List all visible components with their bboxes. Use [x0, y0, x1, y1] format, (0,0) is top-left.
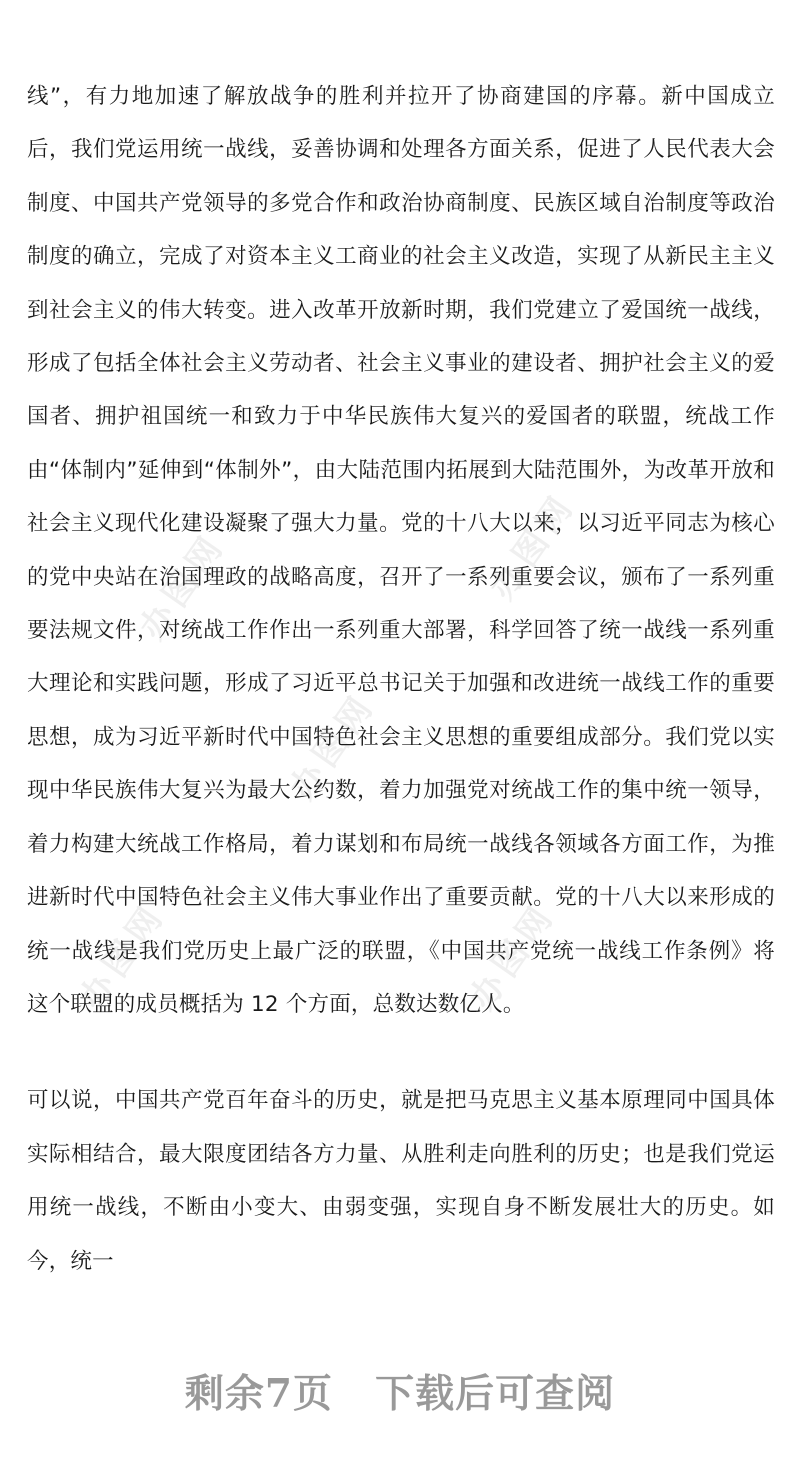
watermark: 办图网 [132, 525, 234, 648]
preview-limit-banner[interactable] [0, 1363, 800, 1423]
document-body [27, 70, 775, 1288]
paragraph-spacer [27, 1031, 775, 1074]
watermark: 办图网 [72, 895, 174, 1018]
watermark: 办图网 [482, 485, 584, 608]
paragraph-2: 可以说，中国共产党百年奋斗的历史，就是把马克思主义基本原理同中国具体实际相结合，最大限度团结各方力量、从胜利走向胜利的历史；也是我们党运用统一战线，不断由小变大、由弱变强，实现自身不断发展壮大的历史。如今，统一 [27, 1088, 775, 1274]
download-hint-label: 下载后可查阅 [375, 1371, 616, 1417]
watermark: 办图网 [282, 685, 384, 808]
watermark: 办图网 [462, 895, 564, 1018]
paragraph-1: 线”，有力地加速了解放战争的胜利并拉开了协商建国的序幕。新中国成立后，我们党运用统一战线，妥善协调和处理各方面关系，促进了人民代表大会制度、中国共产党领导的多党合作和政治协商制度、民族区域自治制度等政治制度的确立，完成了对资本主义工商业的社会主义改造，实现了从新民主主义到社会主义的伟大转变。进入改革开放新时期，我们党建立了爱国统一战线，形成了包括全体社会主义劳动者、社会主义事业的建设者、拥护社会主义的爱国者、拥护祖国统一和致力于中华民族伟大复兴的爱国者的联盟，统战工作由“体制内”延伸到“体制外”，由大陆范围内拓展到大陆范围外，为改革开放和社会主义现代化建设凝聚了强大力量。党的十八大以来，以习近平同志为核心的党中央站在治国理政的战略高度，召开了一系列重要会议，颁布了一系列重要法规文件，对统战工作作出一系列重大部署，科学回答了统一战线一系列重大理论和实践问题，形成了习近平总书记关于加强和改进统一战线工作的重要思想，成为习近平新时代中国特色社会主义思想的重要组成部分。我们党以实现中华民族伟大复兴为最大公约数，着力加强党对统战工作的集中统一领导，着力构建大统战工作格局，着力谋划和布局统一战线各领域各方面工作，为推进新时代中国特色社会主义伟大事业作出了重要贡献。党的十八大以来形成的统一战线是我们党历史上最广泛的联盟，《中国共产党统一战线工作条例》将这个联盟的成员概括为 12 个方面，总数达数亿人。 [27, 84, 775, 1017]
remaining-pages-label: 剩余7页 [184, 1371, 334, 1417]
